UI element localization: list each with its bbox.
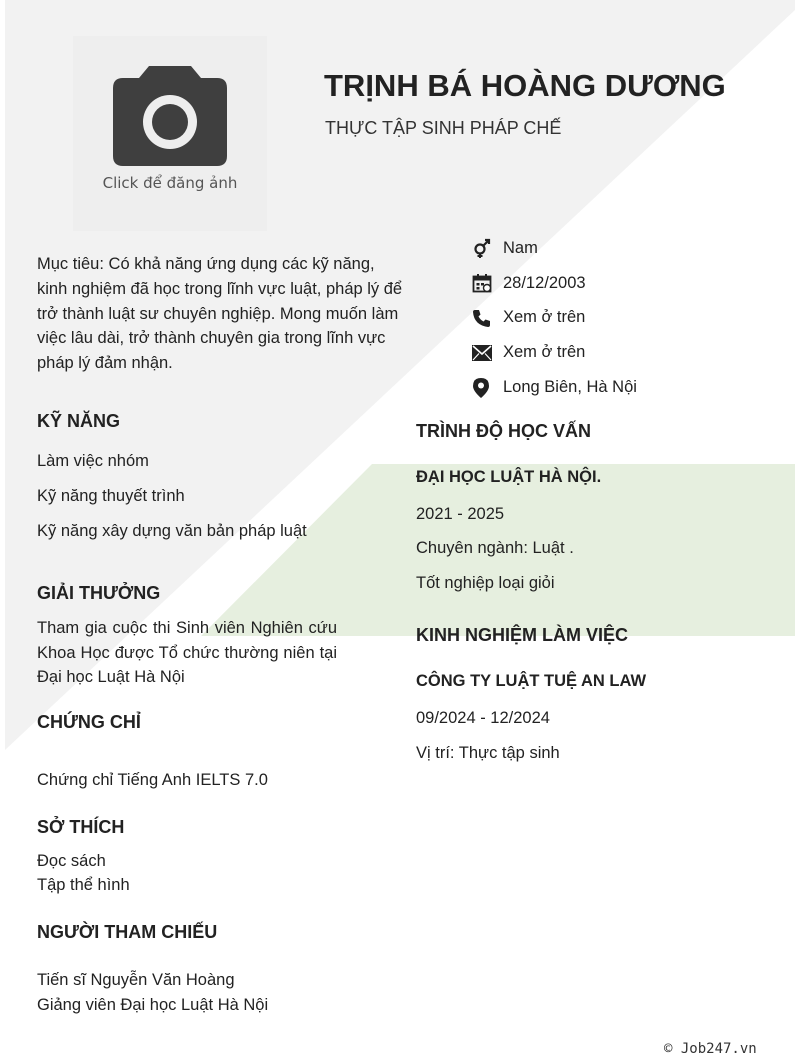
gender-text: Nam <box>503 238 538 257</box>
job-title: THỰC TẬP SINH PHÁP CHẾ <box>325 118 562 138</box>
contact-gender <box>472 231 637 266</box>
experience-position: Vị trí: Thực tập sinh <box>416 744 560 762</box>
footer-copyright: © Job247.vn <box>664 1041 757 1057</box>
email-text: Xem ở trên <box>503 343 586 362</box>
references-heading: NGƯỜI THAM CHIẾU <box>37 922 218 942</box>
calendar-icon <box>472 272 494 294</box>
email-icon <box>472 342 494 364</box>
contact-list <box>472 231 637 405</box>
contact-address <box>472 370 637 405</box>
photo-caption: Click để đăng ảnh <box>102 174 238 192</box>
skill-item: Kỹ năng xây dựng văn bản pháp luật <box>37 522 307 540</box>
phone-text: Xem ở trên <box>503 308 586 327</box>
education-period: 2021 - 2025 <box>416 505 505 523</box>
candidate-name: TRỊNH BÁ HOÀNG DƯƠNG <box>324 68 726 103</box>
company-name: CÔNG TY LUẬT TUỆ AN LAW <box>416 672 647 690</box>
photo-upload[interactable] <box>73 36 267 231</box>
awards-heading: GIẢI THƯỞNG <box>37 583 161 603</box>
experience-heading: KINH NGHIỆM LÀM VIỆC <box>416 625 629 645</box>
hobby-item: Đọc sách <box>37 852 106 870</box>
education-major: Chuyên ngành: Luật . <box>416 539 574 557</box>
location-icon <box>472 377 494 399</box>
school-name: ĐẠI HỌC LUẬT HÀ NỘI. <box>416 468 602 486</box>
gender-icon <box>472 237 494 259</box>
certificates-heading: CHỨNG CHỈ <box>37 712 141 732</box>
skill-item: Kỹ năng thuyết trình <box>37 487 185 505</box>
phone-icon <box>472 307 494 329</box>
education-heading: TRÌNH ĐỘ HỌC VẤN <box>416 421 591 441</box>
experience-period: 09/2024 - 12/2024 <box>416 709 550 727</box>
hobbies-heading: SỞ THÍCH <box>37 817 125 837</box>
career-objective: Mục tiêu: Có khả năng ứng dụng các kỹ năng, kinh nghiệm đã học trong lĩnh vực luật, pháp lý để trở thành luật sư chuyên nghiệp. Mong muốn làm việc lâu dài, trở thành chuyên gia trong lĩnh vực pháp lý đảm nhận. <box>37 255 403 373</box>
skill-item: Làm việc nhóm <box>37 452 149 470</box>
contact-phone <box>472 301 637 336</box>
education-grade: Tốt nghiệp loại giỏi <box>416 574 555 592</box>
contact-email <box>472 335 637 370</box>
address-text: Long Biên, Hà Nội <box>503 378 637 397</box>
certificate-item: Chứng chỉ Tiếng Anh IELTS 7.0 <box>37 771 268 789</box>
contact-birthdate <box>472 266 637 301</box>
camera-icon <box>111 64 229 168</box>
birthdate-text: 28/12/2003 <box>503 273 586 292</box>
skills-heading: KỸ NĂNG <box>37 411 121 431</box>
award-text: Tham gia cuộc thi Sinh viên Nghiên cứu Khoa Học được Tổ chức thường niên tại Đại học Luật Hà Nội <box>37 619 337 686</box>
reference-item: Giảng viên Đại học Luật Hà Nội <box>37 996 269 1014</box>
hobby-item: Tập thể hình <box>37 876 130 894</box>
reference-item: Tiến sĩ Nguyễn Văn Hoàng <box>37 971 235 989</box>
